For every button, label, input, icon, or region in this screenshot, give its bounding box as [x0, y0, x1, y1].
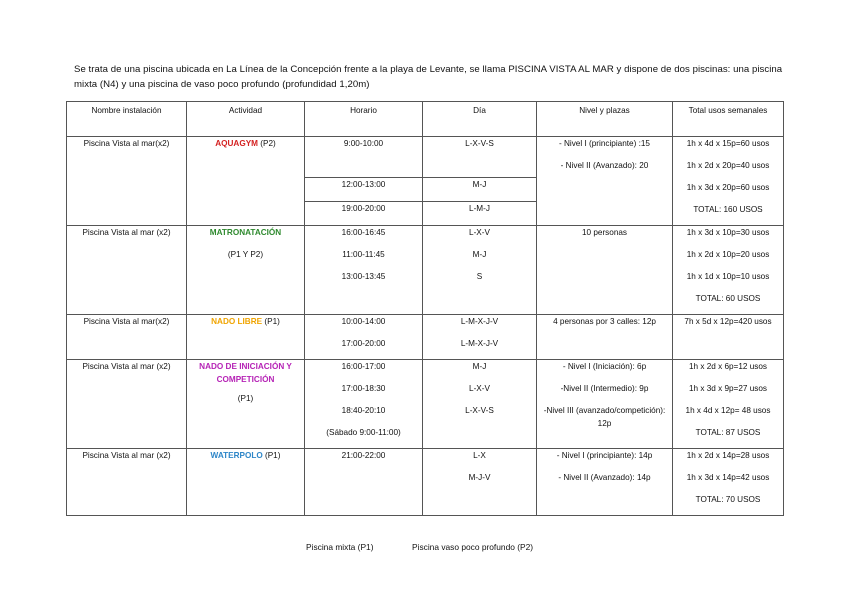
- table-header-row: [67, 102, 784, 137]
- pool-tag: (P1): [237, 394, 254, 403]
- table-row: [67, 449, 784, 516]
- intro-paragraph: Se trata de una piscina ubicada en La Línea de la Concepción frente a la playa de Levante, se llama PISCINA VISTA AL MAR y dispone de dos piscinas: una piscina mixta (N4) y una piscina de vaso poco profundo (profundidad 1,20m): [74, 64, 783, 90]
- activity-name: MATRONATACIÓN: [209, 228, 282, 237]
- row-nado-libre-total: 7h x 5d x 12p=420 usos: [673, 315, 784, 360]
- row-iniciacion-horario: 16:00-17:00 17:00-18:30 18:40-20:10 (Sábado 9:00-11:00): [305, 360, 423, 449]
- row-waterpolo-dia: L-X M-J-V: [423, 449, 537, 516]
- row-nado-libre-dia: L-M-X-J-V L-M-X-J-V: [423, 315, 537, 360]
- header-total: Total usos semanales: [673, 102, 784, 137]
- header-dia: Día: [423, 102, 537, 137]
- row-waterpolo-activity: [187, 449, 305, 516]
- row-waterpolo-total: 1h x 2d x 14p=28 usos 1h x 3d x 14p=42 usos TOTAL: 70 USOS: [673, 449, 784, 516]
- pool-tag: (P1): [264, 451, 281, 460]
- row-aquagym-activity: [187, 137, 305, 226]
- row-aquagym-dia-1: L-X-V-S: [423, 137, 537, 178]
- row-matronatacion-activity: [187, 226, 305, 315]
- legend-p1: Piscina mixta (P1): [306, 542, 374, 552]
- table-row: [67, 360, 784, 449]
- row-iniciacion-dia: M-J L-X-V L-X-V-S: [423, 360, 537, 449]
- row-matronatacion-horario: 16:00-16:45 11:00-11:45 13:00-13:45: [305, 226, 423, 315]
- row-matronatacion-name: Piscina Vista al mar (x2): [67, 226, 187, 315]
- row-aquagym-dia-2: M-J: [423, 177, 537, 201]
- row-waterpolo-nivel: - Nivel I (principiante): 14p - Nivel II (Avanzado): 14p: [537, 449, 673, 516]
- row-aquagym-dia-3: L-M-J: [423, 201, 537, 225]
- table-row: [67, 226, 784, 315]
- row-matronatacion-nivel: 10 personas: [537, 226, 673, 315]
- activity-name: WATERPOLO: [210, 451, 263, 460]
- header-nivel: Nivel y plazas: [537, 102, 673, 137]
- row-nado-libre-nivel: 4 personas por 3 calles: 12p: [537, 315, 673, 360]
- legend-p2: Piscina vaso poco profundo (P2): [412, 542, 534, 552]
- pool-tag: (P1): [264, 317, 280, 326]
- row-aquagym-nivel: - Nivel I (principiante) :15 - Nivel II (Avanzado): 20: [537, 137, 673, 226]
- row-iniciacion-nivel: - Nivel I (Iniciación): 6p -Nivel II (Intermedio): 9p -Nivel III (avanzado/competición): 12p: [537, 360, 673, 449]
- row-waterpolo-name: Piscina Vista al mar (x2): [67, 449, 187, 516]
- header-actividad: Actividad: [187, 102, 305, 137]
- row-aquagym-horario-1: 9:00-10:00: [305, 137, 423, 178]
- activity-name: NADO LIBRE: [211, 317, 263, 326]
- header-horario: Horario: [305, 102, 423, 137]
- table-row: [67, 315, 784, 360]
- row-aquagym-name: Piscina Vista al mar(x2): [67, 137, 187, 226]
- row-iniciacion-name: Piscina Vista al mar (x2): [67, 360, 187, 449]
- activity-name: AQUAGYM: [215, 139, 258, 148]
- row-waterpolo-horario: 21:00-22:00: [305, 449, 423, 516]
- row-aquagym-horario-3: 19:00-20:00: [305, 201, 423, 225]
- table-row: [67, 137, 784, 178]
- row-nado-libre-activity: [187, 315, 305, 360]
- row-matronatacion-total: 1h x 3d x 10p=30 usos 1h x 2d x 10p=20 usos 1h x 1d x 10p=10 usos TOTAL: 60 USOS: [673, 226, 784, 315]
- row-iniciacion-total: 1h x 2d x 6p=12 usos 1h x 3d x 9p=27 usos 1h x 4d x 12p= 48 usos TOTAL: 87 USOS: [673, 360, 784, 449]
- row-nado-libre-name: Piscina Vista al mar(x2): [67, 315, 187, 360]
- pool-tag: (P1 Y P2): [227, 250, 264, 259]
- row-aquagym-total: 1h x 4d x 15p=60 usos 1h x 2d x 20p=40 usos 1h x 3d x 20p=60 usos TOTAL: 160 USOS: [673, 137, 784, 226]
- activities-table: [66, 101, 784, 516]
- row-matronatacion-dia: L-X-V M-J S: [423, 226, 537, 315]
- row-nado-libre-horario: 10:00-14:00 17:00-20:00: [305, 315, 423, 360]
- header-nombre: Nombre instalación: [67, 102, 187, 137]
- pool-tag: (P2): [260, 139, 276, 148]
- row-aquagym-horario-2: 12:00-13:00: [305, 177, 423, 201]
- activity-name: NADO DE INICIACIÓN Y COMPETICIÓN: [199, 362, 292, 384]
- row-iniciacion-activity: [187, 360, 305, 449]
